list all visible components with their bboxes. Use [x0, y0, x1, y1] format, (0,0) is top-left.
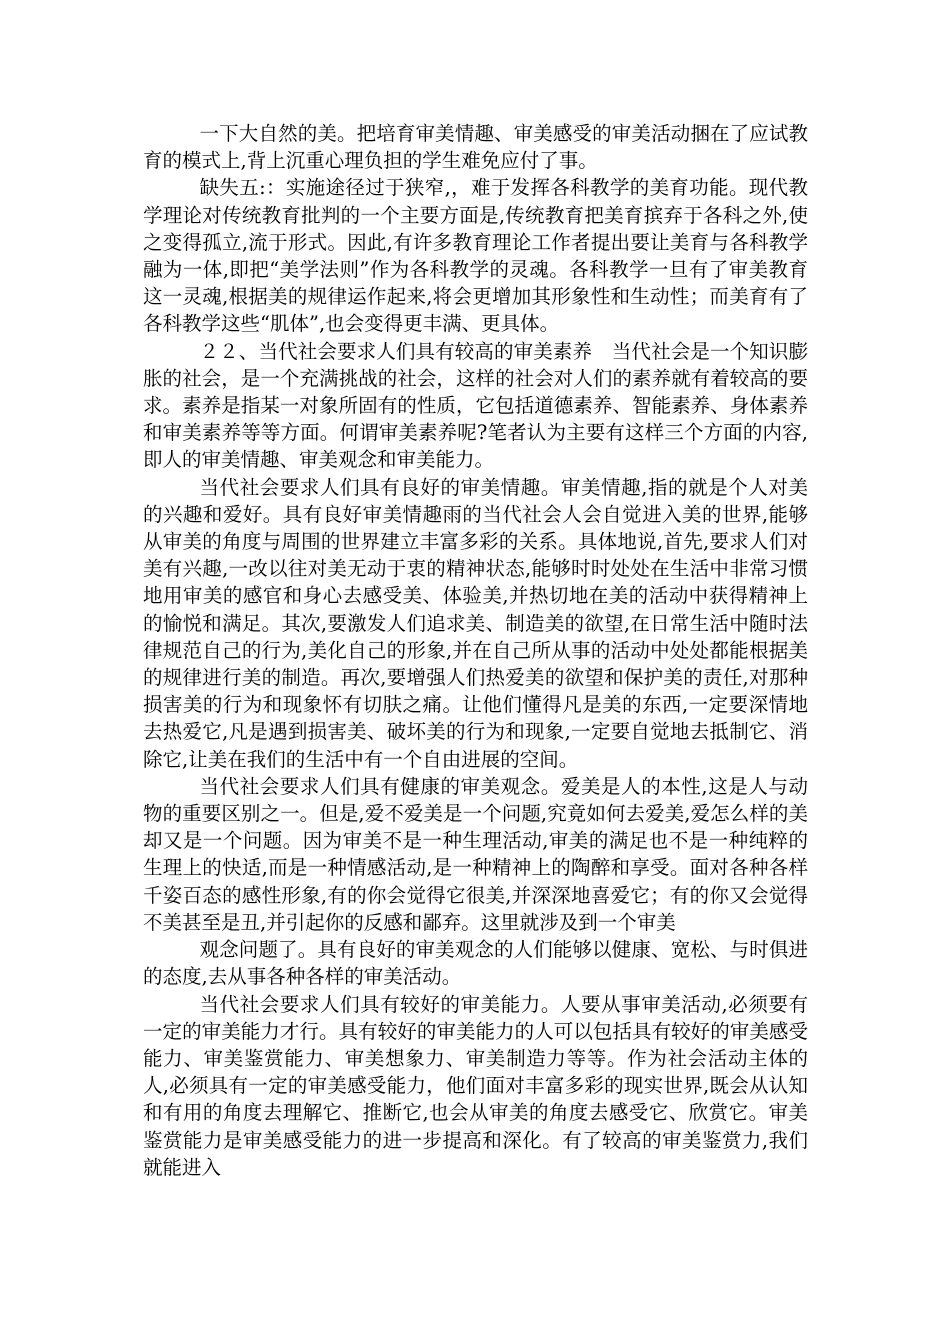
paragraph-6: 观念问题了。具有良好的审美观念的人们能够以健康、宽松、与时俱进的态度,去从事各种各样的审美活动。: [143, 938, 808, 989]
paragraph-1: 一下大自然的美。把培育审美情趣、审美感受的审美活动捆在了应试教育的模式上,背上沉重心理负担的学生难免应付了事。: [143, 122, 808, 173]
paragraph-7: 当代社会要求人们具有较好的审美能力。人要从事审美活动,必须要有一定的审美能力才行。具有较好的审美能力的人可以包括具有较好的审美感受能力、审美鉴赏能力、审美想象力、审美制造力等等。作为社会活动主体的人,必须具有一定的审美感受能力，他们面对丰富多彩的现实世界,既会从认知和有用的角度去理解它、推断它,也会从审美的角度去感受它、欣赏它。审美鉴赏能力是审美感受能力的进一步提高和深化。有了较高的审美鉴赏力,我们就能进入: [143, 992, 808, 1179]
paragraph-5: 当代社会要求人们具有健康的审美观念。爱美是人的本性,这是人与动物的重要区别之一。但是,爱不爱美是一个问题,究竟如何去爱美,爱怎么样的美却又是一个问题。因为审美不是一种生理活动,审美的满足也不是一种纯粹的生理上的快适,而是一种情感活动,是一种精神上的陶醉和享受。面对各种各样千姿百态的感性形象,有的你会觉得它很美,并深深地喜爱它；有的你又会觉得不美甚至是丑,并引起你的反感和鄙弃。这里就涉及到一个审美: [143, 774, 808, 934]
paragraph-4: 当代社会要求人们具有良好的审美情趣。审美情趣,指的就是个人对美的兴趣和爱好。具有良好审美情趣雨的当代社会人会自觉进入美的世界,能够从审美的角度与周围的世界建立丰富多彩的关系。具体地说,首先,要求人们对美有兴趣,一改以往对美无动于衷的精神状态,能够时时处处在生活中非常习惯地用审美的感官和身心去感受美、体验美,并热切地在美的活动中获得精神上的愉悦和满足。其次,要激发人们追求美、制造美的欲望,在日常生活中随时法律规范自己的行为,美化自己的形象,并在自己所从事的活动中处处都能根据美的规律进行美的制造。再次,要增强人们热爱美的欲望和保护美的责任,对那种损害美的行为和现象怀有切肤之痛。让他们懂得凡是美的东西,一定要深情地去热爱它,凡是遇到损害美、破坏美的行为和现象,一定要自觉地去抵制它、消除它,让美在我们的生活中有一个自由进展的空间。: [143, 475, 808, 771]
paragraph-3: ２２、当代社会要求人们具有较高的审美素养 当代社会是一个知识膨胀的社会，是一个充满挑战的社会，这样的社会对人们的素养就有着较高的要求。素养是指某一对象所固有的性质，它包括道德素养、智能素养、身体素养和审美素养等等方面。何谓审美素养呢?笔者认为主要有这样三个方面的内容,即人的审美情趣、审美观念和审美能力。: [143, 339, 808, 472]
body-text: [143, 120, 808, 1181]
paragraph-2: 缺失五:：实施途径过于狭窄,，难于发挥各科教学的美育功能。现代教学理论对传统教育批判的一个主要方面是,传统教育把美育摈弃于各科之外,使之变得孤立,流于形式。因此,有许多教育理论工作者提出要让美育与各科教学融为一体,即把“美学法则”作为各科教学的灵魂。各科教学一旦有了审美教育这一灵魂,根据美的规律运作起来,将会更增加其形象性和生动性；而美育有了各科教学这些“肌体”,也会变得更丰满、更具体。: [143, 176, 808, 336]
